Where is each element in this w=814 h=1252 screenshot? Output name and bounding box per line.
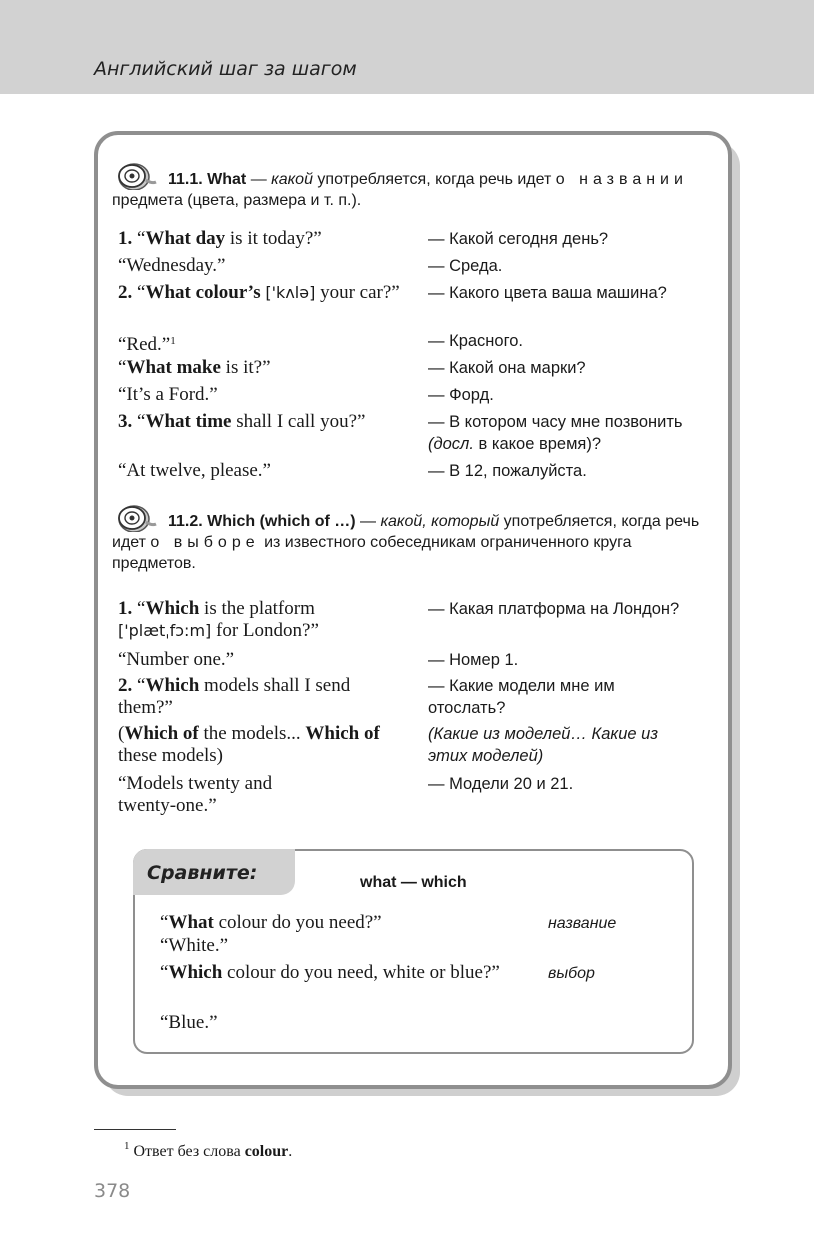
gloss-kotoryi: какой, который bbox=[380, 513, 500, 530]
compare-example: “White.” bbox=[160, 935, 229, 956]
example-en: “Red.”$^1$ bbox=[118, 334, 176, 355]
footnote-ref: 1 bbox=[170, 335, 176, 347]
spaced-emphasis: о выборе bbox=[150, 534, 260, 551]
example-ru: — Какие модели мне им отослать? bbox=[428, 677, 615, 717]
example-en: 1. “What day is it today?” bbox=[118, 228, 322, 249]
example-en: 2. “Which models shall I send them?” bbox=[118, 675, 351, 718]
example-ru: — В 12, пожалуйста. bbox=[428, 462, 587, 480]
compare-example: “What colour do you need?” bbox=[160, 912, 382, 933]
compare-note: название bbox=[548, 915, 617, 932]
page-number: 378 bbox=[94, 1180, 131, 1202]
spaced-emphasis: о названии bbox=[555, 171, 688, 188]
example-en: “It’s a Ford.” bbox=[118, 384, 218, 405]
section-num: 11.1. bbox=[168, 171, 203, 188]
example-ru: — В котором часу мне позвонить (досл. в какое время)? bbox=[428, 413, 683, 453]
example-en: “Models twenty and twenty-one.” bbox=[118, 773, 273, 816]
example-ru: — Номер 1. bbox=[428, 651, 519, 669]
example-ru: (Какие из моделей… Какие из этих моделей) bbox=[428, 725, 659, 765]
example-en: “What make is it?” bbox=[118, 357, 271, 378]
section-11-2-intro: 11.2. Which (which of …) — какой, который употребляется, когда речь идет о выборе из известного собеседникам ограниченного круга предметов. bbox=[112, 502, 714, 574]
example-ru: — Форд. bbox=[428, 386, 494, 404]
example-en: 1. “Which is the platform ['plætˌfɔ:m] for London?” bbox=[118, 598, 319, 641]
example-en: “Wednesday.” bbox=[118, 255, 226, 276]
keyword-which: Which (which of …) bbox=[207, 513, 356, 530]
example-ru: — Красного. bbox=[428, 332, 524, 350]
ipa-transcription: ['kʌlə] bbox=[265, 283, 316, 302]
compare-note: выбор bbox=[548, 965, 595, 982]
running-header-title: Английский шаг за шагом bbox=[94, 58, 357, 80]
example-en: “Number one.” bbox=[118, 649, 235, 670]
gloss-kakoy: какой bbox=[271, 171, 313, 188]
example-ru: — Модели 20 и 21. bbox=[428, 775, 574, 793]
example-ru: — Какой она марки? bbox=[428, 359, 586, 377]
example-en: “At twelve, please.” bbox=[118, 460, 271, 481]
example-ru: — Среда. bbox=[428, 257, 503, 275]
example-en: 3. “What time shall I call you?” bbox=[118, 411, 366, 432]
audio-disc-icon bbox=[112, 160, 158, 190]
footnote-rule bbox=[94, 1129, 176, 1130]
compare-subtitle: what — which bbox=[360, 874, 467, 891]
compare-label: Сравните: bbox=[147, 862, 258, 884]
example-en: 2. “What colour’s ['kʌlə] your car?” bbox=[118, 282, 400, 303]
compare-example: “Blue.” bbox=[160, 1012, 218, 1033]
example-ru: — Какой сегодня день? bbox=[428, 230, 609, 248]
audio-disc-icon bbox=[112, 502, 158, 532]
section-num: 11.2. bbox=[168, 513, 203, 530]
example-ru: — Какого цвета ваша машина? bbox=[428, 284, 667, 302]
section-11-1-intro: 11.1. What — какой употребляется, когда речь идет о названии предмета (цвета, размера и т. п.). bbox=[112, 160, 714, 211]
ipa-transcription: ['plætˌfɔ:m] bbox=[118, 621, 212, 640]
example-en: (Which of the models... Which of these models) bbox=[118, 723, 380, 766]
keyword-what: What bbox=[207, 171, 247, 188]
footnote: $^1$ Ответ без слова colour. bbox=[124, 1140, 293, 1160]
example-ru: — Какая платформа на Лондон? bbox=[428, 600, 680, 618]
compare-example: “Which colour do you need, white or blue?” bbox=[160, 962, 500, 983]
